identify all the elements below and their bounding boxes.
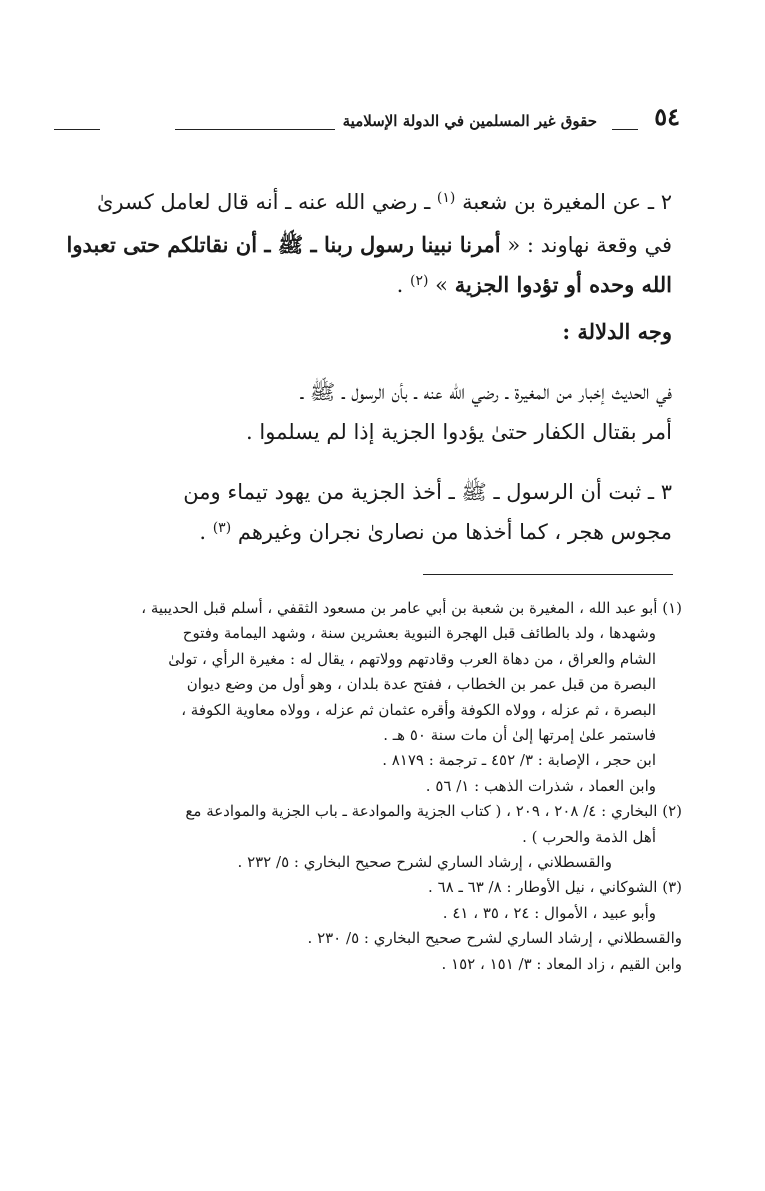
footnote-line: الشام والعراق ، من دهاة العرب وقادتهم وولاتهم ، يقال له : مغيرة الرأي ، تولىٰ	[168, 649, 656, 668]
footnote-line: فاستمر علىٰ إمرتها إلىٰ أن مات سنة ٥٠ هـ .	[383, 726, 656, 745]
footnotes	[74, 596, 682, 977]
footnote-ref[interactable]: (٣)	[212, 520, 232, 536]
footnote-reference: والقسطلاني ، إرشاد الساري لشرح صحيح البخاري : ٥/ ٢٣٢ .	[237, 853, 612, 872]
footnote-reference: وابن القيم ، زاد المعاد : ٣/ ١٥١ ، ١٥٢ .	[441, 954, 682, 973]
footnote-separator	[423, 574, 673, 575]
paragraph-line: أمر بقتال الكفار حتىٰ يؤدوا الجزية إذا لم يسلموا .	[246, 420, 672, 444]
footnote-reference: ابن حجر ، الإصابة : ٣/ ٤٥٢ ـ ترجمة : ٨١٧٩ .	[382, 751, 656, 770]
footnote-line: (٢) البخاري : ٤/ ٢٠٨ ، ٢٠٩ ، ( كتاب الجزية والموادعة ـ باب الجزية والموادعة مع	[185, 802, 682, 821]
paragraph-line: في الحديث إخبار من المغيرة ـ رضي الله عنه ـ بأن الرسول ـ ﷺ ـ	[300, 380, 672, 404]
footnote-reference: وأبو عبيد ، الأموال : ٢٤ ، ٣٥ ، ٤١ .	[442, 903, 656, 922]
footnote-line: وشهدها ، ولد بالطائف قبل الهجرة النبوية بعشرين سنة ، وشهد اليمامة وفتوح	[182, 624, 656, 643]
text-run: في وقعة نهاوند : «	[507, 233, 672, 257]
footnote-ref[interactable]: (١)	[436, 190, 456, 206]
page-number: ٥٤	[654, 102, 680, 131]
text-run: ٢ ـ عن المغيرة بن شعبة	[462, 190, 672, 214]
text-run: .	[199, 520, 207, 544]
hadith-quote: الله وحده أو تؤدوا الجزية	[454, 272, 672, 297]
header-rule	[54, 129, 100, 130]
text-run: .	[396, 273, 404, 297]
footnote-line: (١) أبو عبد الله ، المغيرة بن شعبة بن أبي عامر بن مسعود الثقفي ، أسلم قبل الحديبية ،	[141, 599, 682, 617]
footnote-line: أهل الذمة والحرب ) .	[522, 827, 656, 846]
footnote-reference: والقسطلاني ، إرشاد الساري لشرح صحيح البخاري : ٥/ ٢٣٠ .	[307, 929, 682, 948]
header-rule	[175, 129, 335, 130]
paragraph-line	[70, 512, 672, 555]
section-heading: وجه الدلالة :	[562, 319, 672, 344]
paragraph-line	[66, 225, 672, 265]
footnote-line: البصرة ، ثم عزله ، وولاه الكوفة وأقره عثمان ثم عزله ، وولاه معاوية الكوفة ،	[181, 700, 656, 719]
footnote-ref[interactable]: (٢)	[409, 273, 429, 289]
text-run: مجوس هجر ، كما أخذها من نصارىٰ نجران وغيرهم	[237, 520, 672, 544]
footnote-reference: وابن العماد ، شذرات الذهب : ١/ ٥٦ .	[425, 776, 656, 795]
text-run: ـ رضي الله عنه ـ أنه قال لعامل كسرىٰ	[97, 190, 431, 214]
footnote-line: البصرة من قبل عمر بن الخطاب ، ففتح عدة بلدان ، وهو أول من وضع ديوان	[186, 675, 656, 694]
hadith-quote: أمرنا نبينا رسول ربنا ـ ﷺ ـ أن نقاتلكم حتى تعبدوا	[66, 232, 501, 257]
running-header	[60, 102, 680, 138]
paragraph-line	[70, 265, 672, 308]
paragraph-line: ٣ ـ ثبت أن الرسول ـ ﷺ ـ أخذ الجزية من يهود تيماء ومن	[183, 480, 672, 504]
footnote-line: (٣) الشوكاني ، نيل الأوطار : ٨/ ٦٣ ـ ٦٨ .	[428, 878, 682, 897]
book-title: حقوق غير المسلمين في الدولة الإسلامية	[342, 112, 597, 130]
main-text	[66, 182, 672, 555]
text-run: »	[435, 273, 448, 297]
paragraph-line	[70, 182, 672, 225]
header-rule	[612, 129, 638, 130]
